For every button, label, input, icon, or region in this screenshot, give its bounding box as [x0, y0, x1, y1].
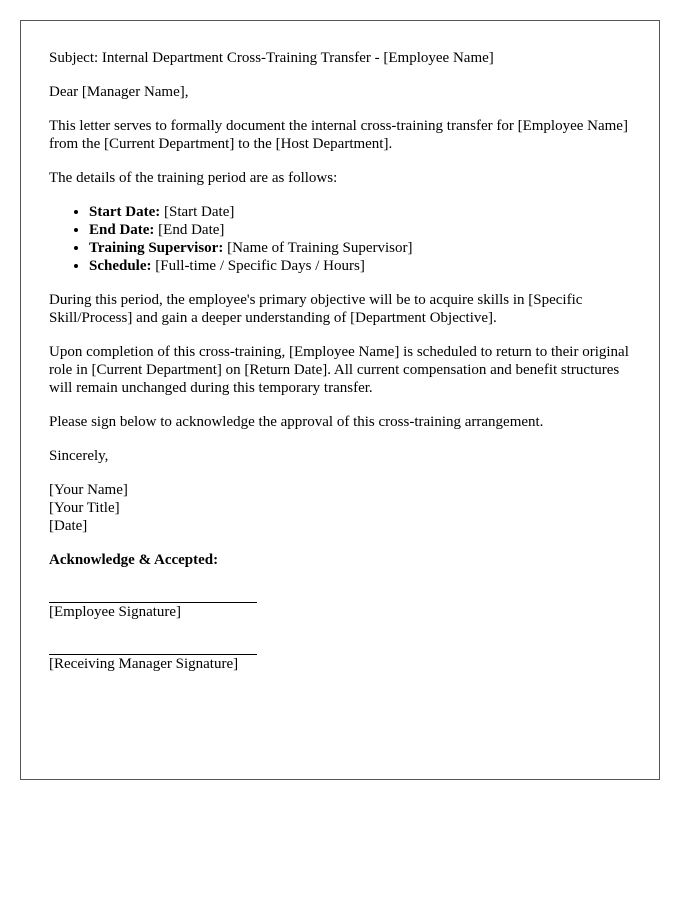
employee-signature-label: [Employee Signature]: [49, 604, 182, 620]
subject-line: Subject: Internal Department Cross-Training Transfer - [Employee Name]: [49, 50, 494, 66]
objective-paragraph: During this period, the employee's primary objective will be to acquire skills in [Specific Skill/Process] and gain a deeper understanding of [Department Objective].: [49, 292, 583, 326]
manager-signature-line: [49, 637, 257, 655]
detail-label: Schedule:: [89, 258, 152, 274]
detail-start-date: [89, 203, 631, 221]
detail-label: Training Supervisor:: [89, 240, 224, 256]
request-paragraph: Please sign below to acknowledge the approval of this cross-training arrangement.: [49, 414, 544, 430]
intro-paragraph: This letter serves to formally document the internal cross-training transfer for [Employee Name] from the [Current Department] to the [Host Department].: [49, 118, 628, 152]
detail-value: [Full-time / Specific Days / Hours]: [151, 258, 365, 274]
closing: Sincerely,: [49, 448, 109, 464]
manager-signature-label: [Receiving Manager Signature]: [49, 656, 239, 672]
detail-training-supervisor: [89, 239, 631, 257]
detail-label: Start Date:: [89, 204, 161, 220]
details-intro: The details of the training period are as follows:: [49, 170, 338, 186]
detail-value: [Name of Training Supervisor]: [223, 240, 413, 256]
detail-value: [End Date]: [154, 222, 225, 238]
completion-paragraph: Upon completion of this cross-training, [Employee Name] is scheduled to return to their original role in [Current Department] on [Return Date]. All current compensation and benefit structures will remain unchanged during this temporary transfer.: [49, 344, 629, 396]
details-list: [49, 203, 631, 275]
sender-name: [Your Name]: [49, 482, 128, 498]
detail-end-date: [89, 221, 631, 239]
salutation: Dear [Manager Name],: [49, 84, 189, 100]
acknowledgement-heading: Acknowledge & Accepted:: [49, 552, 219, 568]
sender-block: [49, 481, 631, 535]
letter-page: [20, 20, 660, 780]
sender-title: [Your Title]: [49, 500, 120, 516]
detail-value: [Start Date]: [160, 204, 235, 220]
employee-signature-line: [49, 585, 257, 603]
detail-schedule: [89, 257, 631, 275]
sender-date: [Date]: [49, 518, 88, 534]
detail-label: End Date:: [89, 222, 155, 238]
